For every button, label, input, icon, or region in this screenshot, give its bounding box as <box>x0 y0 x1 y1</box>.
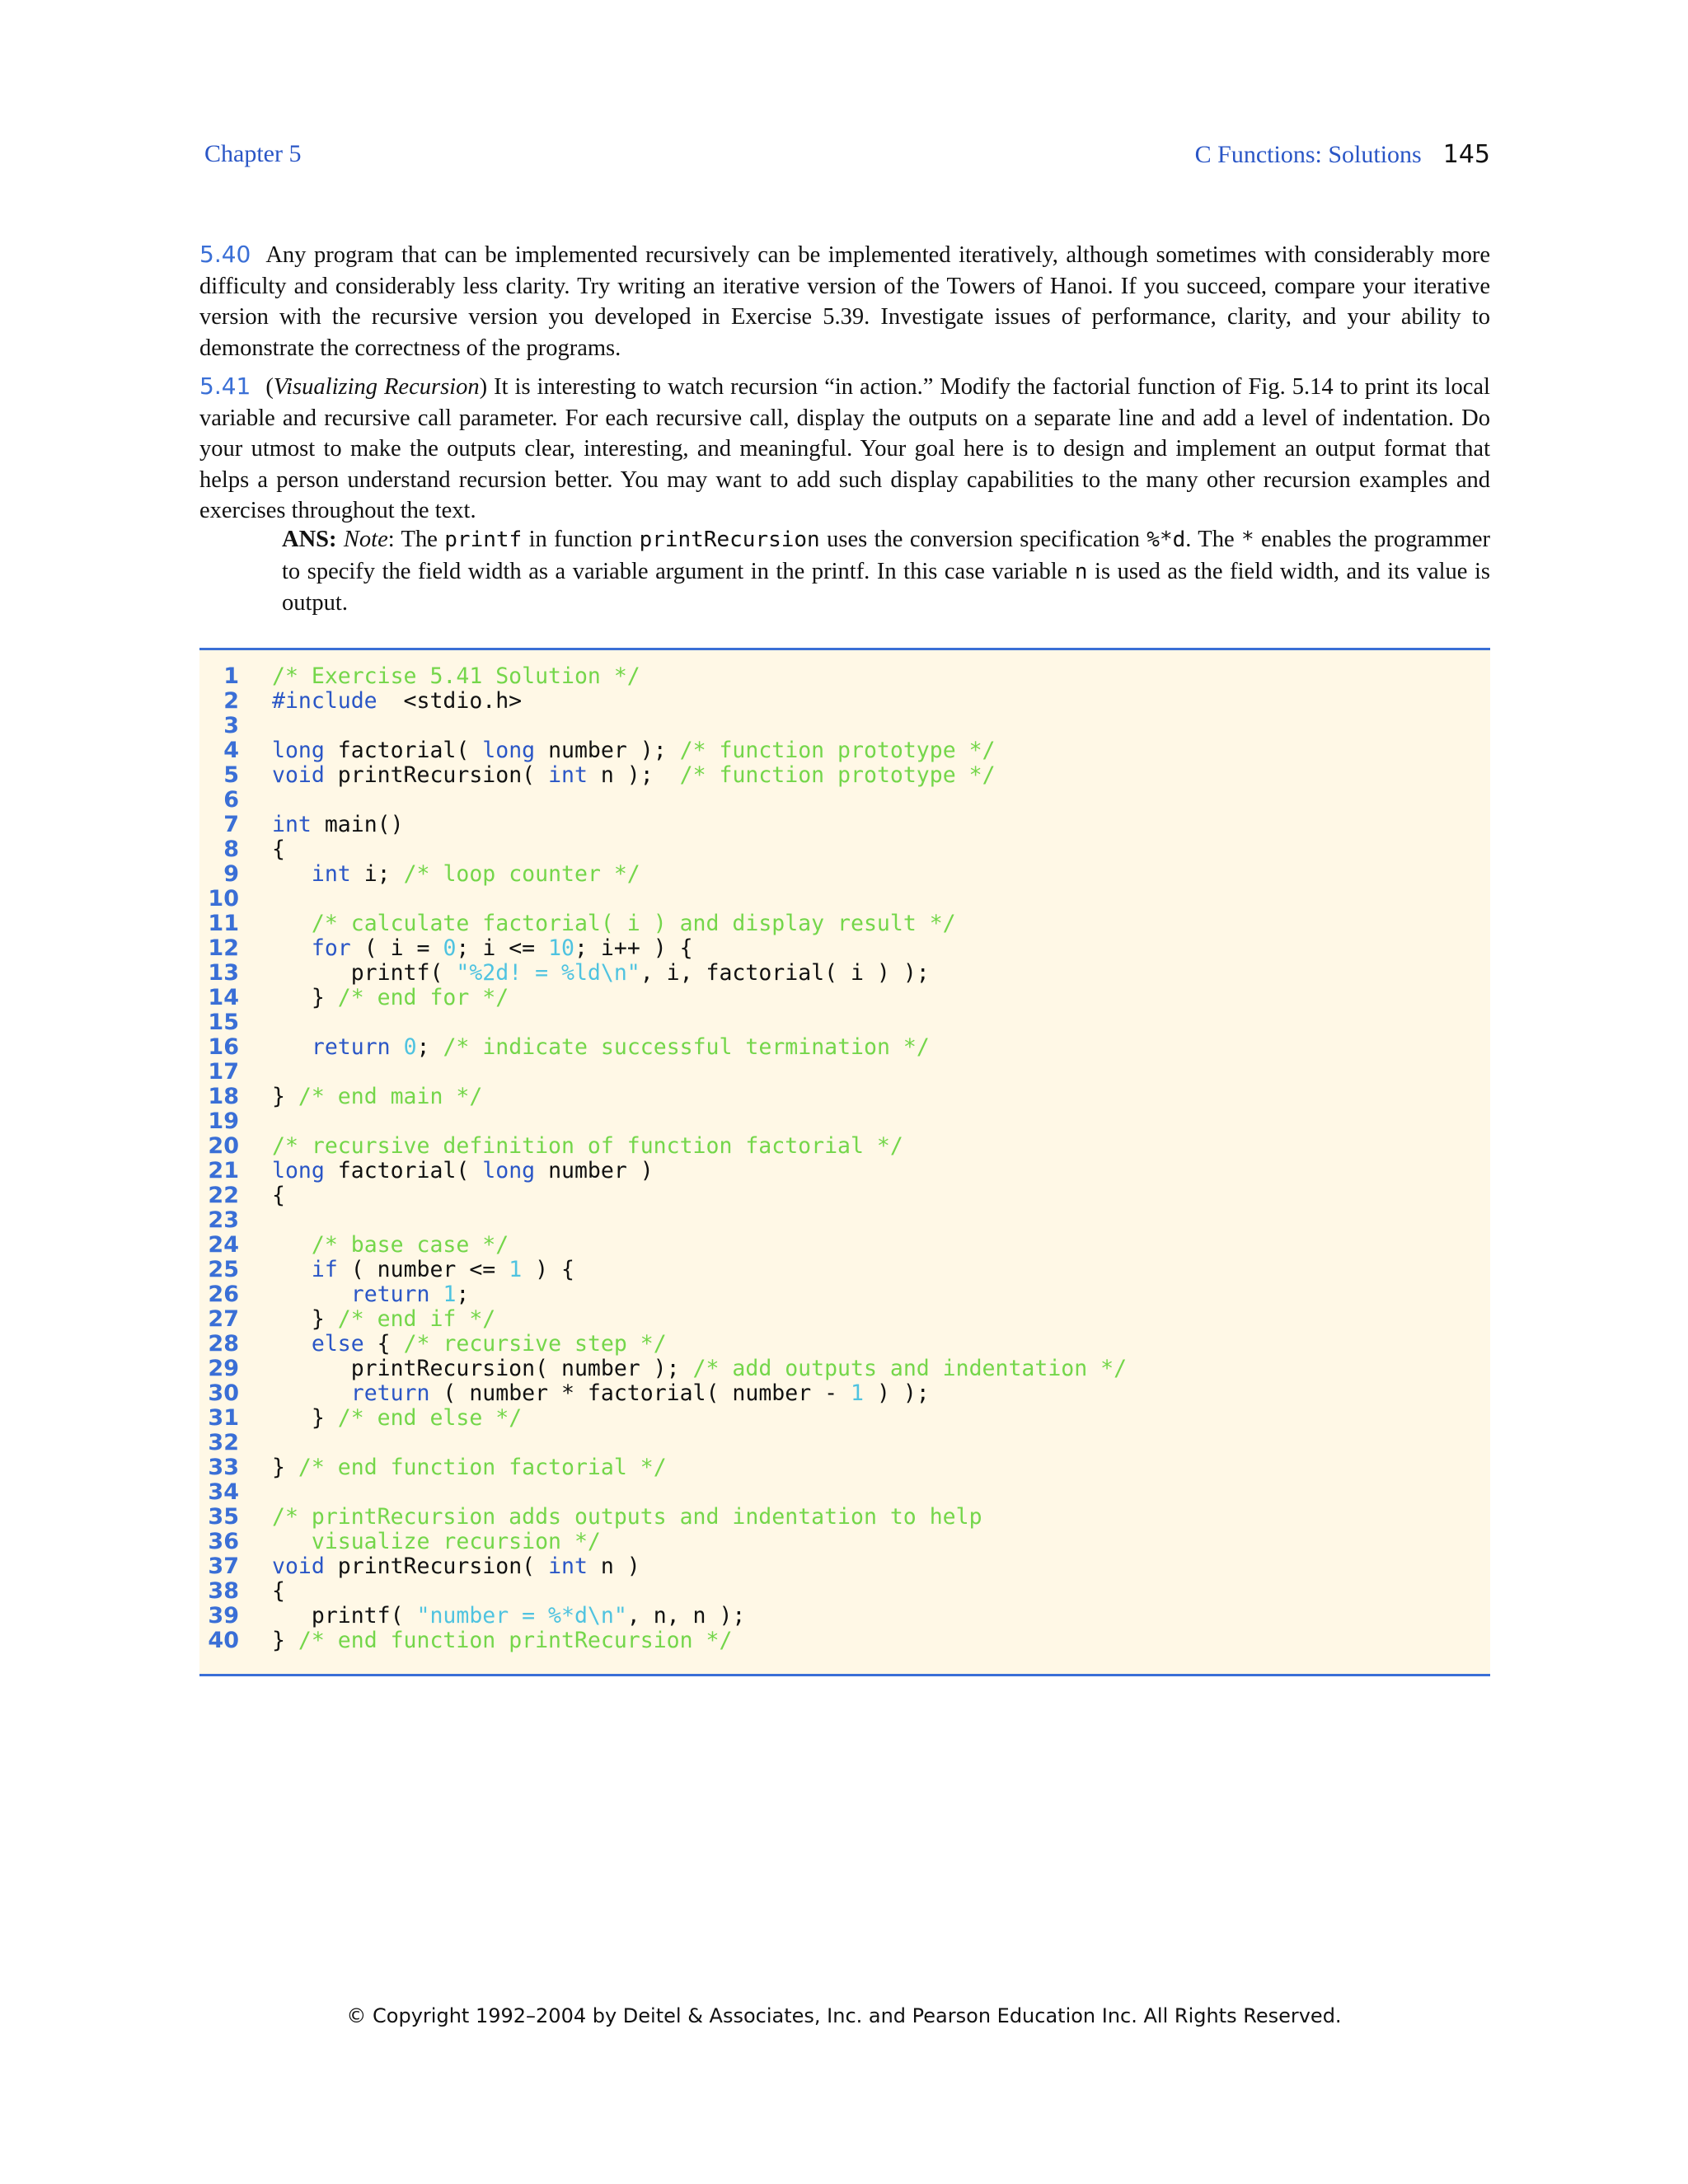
line-number: 38 <box>208 1578 239 1604</box>
code-comment: /* function prototype */ <box>679 762 996 788</box>
code-text: factorial( <box>324 1158 483 1183</box>
exercise-5-40 <box>199 239 1490 363</box>
code-line <box>199 1455 1127 1480</box>
code-line <box>199 912 1127 936</box>
code-literal: "number = %*d\n" <box>416 1603 627 1629</box>
line-number: 31 <box>208 1405 239 1431</box>
code-keyword: void <box>272 1554 325 1579</box>
code-line <box>199 1579 1127 1604</box>
code-text: { <box>272 1578 285 1604</box>
code-text <box>272 1380 351 1406</box>
code-line <box>199 1554 1127 1579</box>
code-comment: /* recursive step */ <box>403 1331 667 1357</box>
code-text: } <box>272 985 338 1010</box>
line-number: 24 <box>208 1232 239 1258</box>
code-text: , n, n ); <box>626 1603 746 1629</box>
answer-text: is used as the field width, and its value is output. <box>282 558 1490 616</box>
answer-text: uses the conversion specification <box>819 527 1147 552</box>
code-line <box>199 788 1127 813</box>
code-comment: /* end function factorial */ <box>298 1455 667 1480</box>
line-number: 7 <box>223 812 239 837</box>
code-text: printf( <box>272 960 457 986</box>
line-number: 20 <box>208 1133 239 1159</box>
line-number: 15 <box>208 1010 239 1035</box>
code-keyword: void <box>272 762 325 788</box>
copyright-footer: © Copyright 1992–2004 by Deitel & Associates, Inc. and Pearson Education Inc. All Rights Reserved. <box>346 2004 1342 2027</box>
exercise-5-41: 5.41 (Visualizing Recursion) It is interesting to watch recursion “in action.” Modify the factorial function of Fig. 5.14 to print its local variable and recursive call parameter. For each recursive call, display the outputs on a separate line and add a level of indentation. Do your utmost to make the outputs clear, interesting, and meaningful. Your goal here is to design and implement an output format that helps a person understand recursion better. You may want to add such display capabilities to the many other recursion examples and exercises throughout the text. <box>199 373 1490 523</box>
code-text: ( number <= <box>337 1257 509 1282</box>
code-line <box>199 986 1127 1010</box>
running-header-chapter: Chapter 5 <box>204 140 302 167</box>
code-text: ( i = <box>350 935 443 961</box>
code-keyword: return <box>350 1282 430 1307</box>
line-number: 5 <box>223 762 239 788</box>
code-line <box>199 1035 1127 1060</box>
code-text: ; <box>456 1282 470 1307</box>
line-number: 28 <box>208 1331 239 1357</box>
code-comment: /* end function printRecursion */ <box>298 1628 733 1653</box>
answer-text: in function <box>522 527 640 552</box>
code-text: printRecursion( <box>324 1554 549 1579</box>
code-text: { <box>272 1183 285 1208</box>
code-text: main() <box>311 812 404 837</box>
note-label: Note <box>343 527 388 552</box>
code-line <box>199 936 1127 961</box>
line-number: 6 <box>223 787 239 813</box>
code-line <box>199 1159 1127 1183</box>
code-line <box>199 1357 1127 1381</box>
code-literal: 0 <box>403 1034 417 1060</box>
running-header-section: C Functions: Solutions <box>1194 141 1422 168</box>
answer-note <box>282 524 1490 619</box>
code-line <box>199 1381 1127 1406</box>
code-line <box>199 1629 1127 1653</box>
code-text: printf( <box>272 1603 417 1629</box>
code-text: { <box>272 837 285 862</box>
code-comment: /* loop counter */ <box>403 861 640 887</box>
code-text: printRecursion( <box>324 762 549 788</box>
line-number: 12 <box>208 935 239 961</box>
code-comment: /* end if */ <box>337 1306 496 1332</box>
code-text <box>272 935 312 961</box>
line-number: 30 <box>208 1380 239 1406</box>
code-text <box>272 1331 312 1357</box>
code-comment: /* end for */ <box>337 985 509 1010</box>
code-line <box>199 664 1127 689</box>
code-text: i; <box>350 861 404 887</box>
code-line <box>199 837 1127 862</box>
code-line <box>199 1208 1127 1233</box>
line-number: 32 <box>208 1430 239 1455</box>
code-line <box>199 813 1127 837</box>
exercise-title: Visualizing Recursion <box>273 374 480 400</box>
code-term: %*d <box>1146 527 1186 552</box>
code-keyword: long <box>272 738 325 763</box>
code-keyword: else <box>311 1331 364 1357</box>
code-comment: visualize recursion */ <box>272 1529 601 1554</box>
code-comment: /* calculate factorial( i ) and display result */ <box>311 911 956 936</box>
code-text: number ); <box>535 738 680 763</box>
code-line <box>199 862 1127 887</box>
exercise-number: 5.40 <box>199 241 251 268</box>
code-text: ( number * factorial( number - <box>429 1380 851 1406</box>
code-keyword: if <box>311 1257 338 1282</box>
code-literal: 10 <box>548 935 575 961</box>
code-text: ) ); <box>863 1380 930 1406</box>
code-text: ) { <box>522 1257 575 1282</box>
code-text <box>391 1034 404 1060</box>
exercise-number: 5.41 <box>199 373 251 400</box>
line-number: 39 <box>208 1603 239 1629</box>
code-keyword: int <box>311 861 351 887</box>
code-keyword: long <box>482 1158 536 1183</box>
code-literal: 1 <box>509 1257 523 1282</box>
code-line <box>199 961 1127 986</box>
line-number: 4 <box>223 738 239 763</box>
code-literal: 0 <box>443 935 457 961</box>
code-comment: /* end main */ <box>298 1084 483 1109</box>
code-line <box>199 714 1127 738</box>
code-line <box>199 1233 1127 1258</box>
line-number: 21 <box>208 1158 239 1183</box>
code-keyword: for <box>311 935 351 961</box>
code-line <box>199 1109 1127 1134</box>
line-number: 34 <box>208 1479 239 1505</box>
code-text <box>272 1034 312 1060</box>
line-number: 29 <box>208 1356 239 1381</box>
code-text: } <box>272 1306 338 1332</box>
code-comment: /* function prototype */ <box>679 738 996 763</box>
code-line <box>199 689 1127 714</box>
code-keyword: int <box>548 1554 588 1579</box>
code-text <box>429 1282 443 1307</box>
line-number: 18 <box>208 1084 239 1109</box>
line-number: 26 <box>208 1282 239 1307</box>
code-comment: /* recursive definition of function factorial */ <box>272 1133 903 1159</box>
code-literal: 1 <box>443 1282 457 1307</box>
code-text: } <box>272 1084 298 1109</box>
line-number: 19 <box>208 1108 239 1134</box>
code-text: n ); <box>587 762 680 788</box>
code-text: ; <box>416 1034 443 1060</box>
code-line <box>199 738 1127 763</box>
code-text <box>272 911 312 936</box>
answer-text: . The <box>1185 527 1241 552</box>
line-number: 11 <box>208 911 239 936</box>
answer-text: enables the programmer to specify the field width as a variable argument in the printf. In this case variable <box>282 527 1491 584</box>
code-line <box>199 1085 1127 1109</box>
line-number: 13 <box>208 960 239 986</box>
exercise-text: It is interesting to watch recursion “in action.” Modify the factorial function of Fig. 5.14 to print its local variable and recursive call parameter. For each recursive call, display the outputs on a separate line and add a level of indentation. Do your utmost to make the outputs clear, interesting, and meaningful. Your goal here is to design and implement an output format that helps a person understand recursion better. You may want to add such display capabilities to the many other recursion examples and exercises throughout the text. <box>199 374 1490 523</box>
answer-label: ANS: <box>282 527 337 552</box>
line-number: 17 <box>208 1059 239 1085</box>
code-term: n <box>1074 559 1088 584</box>
code-literal: "%2d! = %ld\n" <box>456 960 640 986</box>
code-text <box>272 1282 351 1307</box>
code-literal: 1 <box>851 1380 864 1406</box>
line-number: 35 <box>208 1504 239 1530</box>
code-text: number ) <box>535 1158 654 1183</box>
line-number: 27 <box>208 1306 239 1332</box>
line-number: 33 <box>208 1455 239 1480</box>
code-comment: /* printRecursion adds outputs and indentation to help <box>272 1504 982 1530</box>
code-line <box>199 763 1127 788</box>
line-number: 2 <box>223 688 239 714</box>
code-comment: /* Exercise 5.41 Solution */ <box>272 663 640 689</box>
code-keyword: long <box>272 1158 325 1183</box>
code-listing <box>199 648 1490 1676</box>
code-text: <stdio.h> <box>377 688 523 714</box>
code-line <box>199 1258 1127 1282</box>
code-text <box>272 1232 312 1258</box>
code-line <box>199 1604 1127 1629</box>
code-comment: /* indicate successful termination */ <box>443 1034 930 1060</box>
code-text: factorial( <box>324 738 483 763</box>
code-keyword: #include <box>272 688 377 714</box>
code-line <box>199 1282 1127 1307</box>
code-keyword: long <box>482 738 536 763</box>
code-line <box>199 1183 1127 1208</box>
code-line <box>199 1480 1127 1505</box>
page-number: 145 <box>1442 140 1490 169</box>
code-line <box>199 1060 1127 1085</box>
code-text: } <box>272 1405 338 1431</box>
line-number: 22 <box>208 1183 239 1208</box>
code-term: printf <box>444 527 523 552</box>
line-number: 25 <box>208 1257 239 1282</box>
code-text: { <box>363 1331 404 1357</box>
line-number: 1 <box>223 663 239 689</box>
code-line <box>199 1010 1127 1035</box>
code-keyword: return <box>311 1034 391 1060</box>
line-number: 3 <box>223 713 239 738</box>
code-comment: /* base case */ <box>311 1232 509 1258</box>
code-text: ; i <= <box>456 935 549 961</box>
code-text: , i, factorial( i ) ); <box>640 960 930 986</box>
code-comment: /* end else */ <box>337 1405 523 1431</box>
exercise-text: Any program that can be implemented recursively can be implemented iteratively, although sometimes with considerably more difficulty and considerably less clarity. Try writing an iterative version of the Towers of Hanoi. If you succeed, compare your iterative version with the recursive version you developed in Exercise 5.39. Investigate issues of performance, clarity, and your ability to demonstrate the correctness of the programs. <box>199 242 1490 361</box>
code-line <box>199 1332 1127 1357</box>
code-text <box>272 1257 312 1282</box>
code-term: printRecursion <box>639 527 820 552</box>
code-text: } <box>272 1628 298 1653</box>
line-number: 10 <box>208 886 239 912</box>
code-comment: /* add outputs and indentation */ <box>692 1356 1128 1381</box>
line-number: 40 <box>208 1628 239 1653</box>
answer-text: : The <box>387 527 445 552</box>
running-header-right <box>1195 140 1490 169</box>
code-text: printRecursion( number ); <box>272 1356 693 1381</box>
code-line <box>199 1307 1127 1332</box>
code-term: * <box>1241 527 1254 552</box>
code-keyword: return <box>350 1380 430 1406</box>
code-text: } <box>272 1455 298 1480</box>
code-line <box>199 1530 1127 1554</box>
code-line <box>199 1406 1127 1431</box>
code-line <box>199 1431 1127 1455</box>
line-number: 37 <box>208 1554 239 1579</box>
line-number: 9 <box>223 861 239 887</box>
code-line <box>199 1505 1127 1530</box>
line-number: 23 <box>208 1207 239 1233</box>
line-number: 16 <box>208 1034 239 1060</box>
code-line <box>199 887 1127 912</box>
line-number: 8 <box>223 837 239 862</box>
code-text <box>272 861 312 887</box>
code-line <box>199 1134 1127 1159</box>
code-keyword: int <box>272 812 312 837</box>
code-text: n ) <box>587 1554 640 1579</box>
line-number: 14 <box>208 985 239 1010</box>
code-keyword: int <box>548 762 588 788</box>
line-number: 36 <box>208 1529 239 1554</box>
code-lines <box>199 664 1127 1653</box>
code-text: ; i++ ) { <box>574 935 693 961</box>
